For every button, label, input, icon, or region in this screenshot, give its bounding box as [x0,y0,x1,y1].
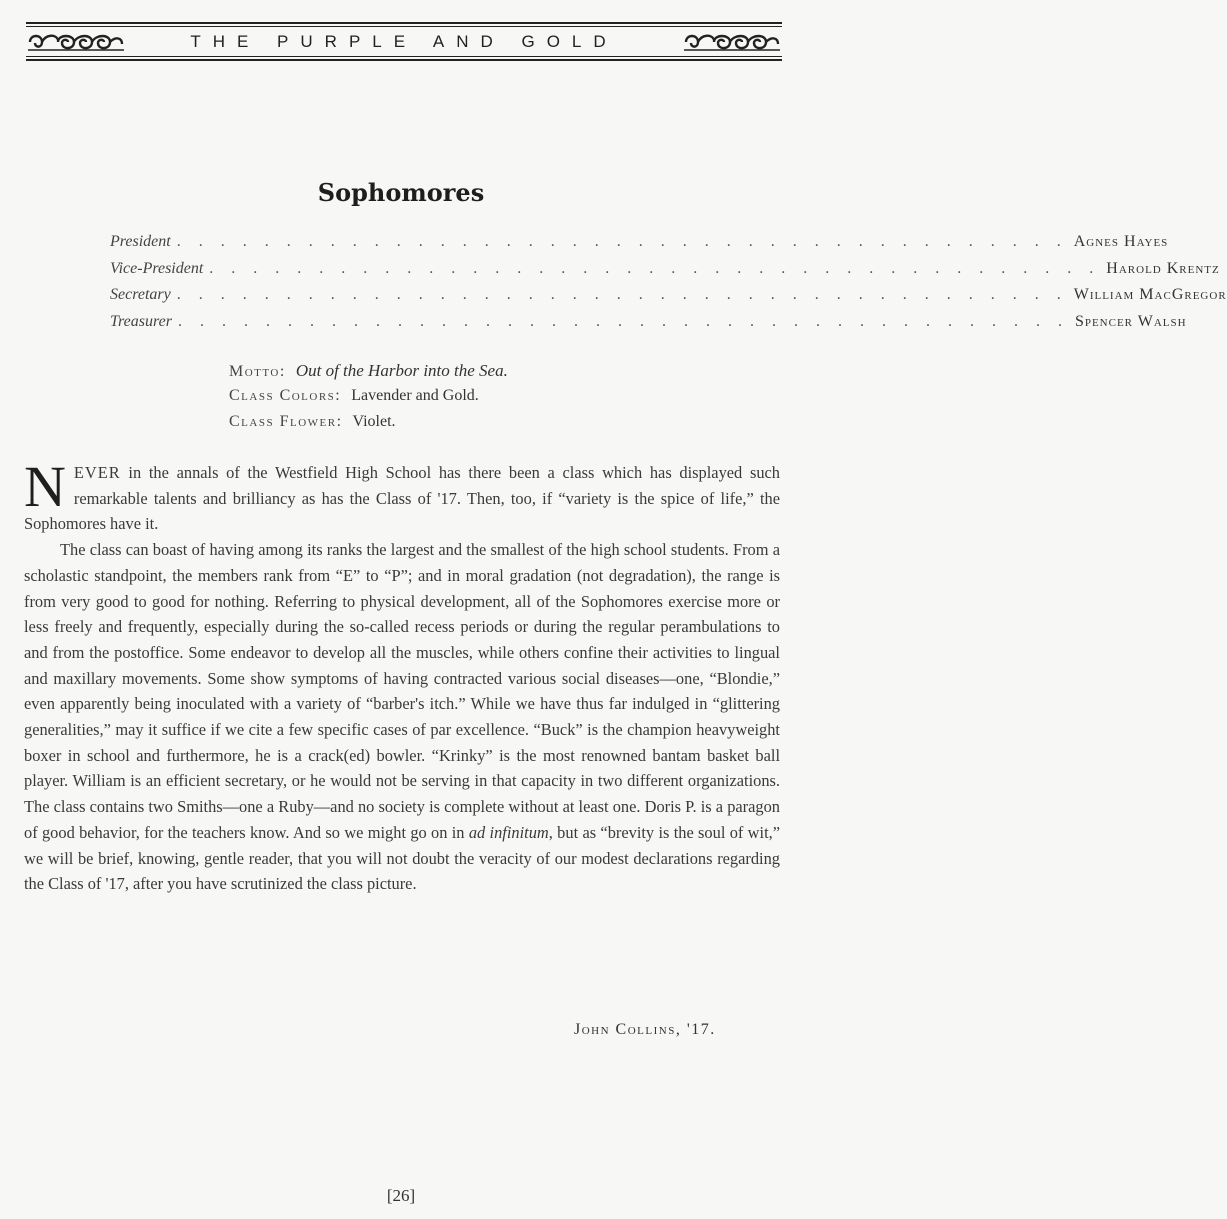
officers-list [110,233,1227,339]
leader-dots: . . . . . . . . . . . . . . . . . . . . . . . . . . . . . . . . . . . . . . . . . [177,312,1069,330]
fact-motto [229,361,508,387]
paragraph-1 [24,454,780,537]
paragraph-2 [24,537,780,897]
fact-value: Out of the Harbor into the Sea. [295,361,508,380]
fact-class-colors [229,387,508,413]
officer-name: Spencer Walsh [1074,312,1187,330]
header-rule-top [26,22,782,24]
officer-role: Treasurer [110,312,172,330]
fact-label: Motto: [229,363,286,380]
officer-role: President [110,233,171,250]
fact-value: Lavender and Gold. [351,387,479,404]
officer-row-president [110,233,1169,260]
officer-name: Harold Krentz [1106,259,1220,277]
class-facts [229,361,508,439]
ornament-right-icon [682,30,782,54]
italic-phrase: ad infinitum [468,822,549,842]
running-head: THE PURPLE AND GOLD [190,32,618,51]
officer-name: William MacGregor [1073,286,1227,303]
fact-label: Class Flower: [229,413,343,430]
page-header [26,22,782,62]
section-title: Sophomores [317,178,485,207]
leader-dots: . . . . . . . . . . . . . . . . . . . . . . . . . . . . . . . . . . . . . . . . . [176,286,1068,303]
paragraph-text: , but as “brevity is the soul of wit,” we will be brief, knowing, gentle reader, that you will not doubt the veracity of our modest declarations regarding the Class of '17, after you have scrutinized the class picture. [24,822,780,894]
officer-role: Vice-President [110,259,204,277]
page-number: [26] [386,1186,416,1205]
leader-dots: . . . . . . . . . . . . . . . . . . . . . . . . . . . . . . . . . . . . . . . . . [209,259,1101,277]
header-rule-top-inner [26,26,782,27]
leader-dots: . . . . . . . . . . . . . . . . . . . . . . . . . . . . . . . . . . . . . . . . . [176,233,1068,250]
officer-row-vice-president [110,259,1220,287]
lead-word: EVER [73,463,121,482]
header-rule-bottom [26,59,782,61]
fact-class-flower [229,413,508,439]
fact-value: Violet. [352,413,396,430]
officer-row-secretary [110,286,1227,313]
paragraph-text: in the annals of the Westfield High School has there been a class which has displayed such remarkable talents and brilliancy as has the Class of '17. Then, too, if “variety is the spice of life,” the Sophomores have it. [24,463,780,534]
officer-role: Secretary [110,286,171,303]
officer-name: Agnes Hayes [1073,233,1169,250]
author-signature: John Collins, '17. [574,1021,716,1038]
paragraph-text: The class can boast of having among its ranks the largest and the smallest of the high school students. From a scholastic standpoint, the members rank from “E” to “P”; and in moral gradation (not degradation), the range is from very good to good for nothing. Referring to physical development, all of the Sophomores exercise more or less freely and frequently, especially during the so-called recess periods or during the regular perambulations to and from the postoffice. Some endeavor to develop all the muscles, while others confine their activities to lingual and maxillary movements. Some show symptoms of having contracted various social diseases—one, “Blondie,” even apparently being inoculated with a variety of “barber's itch.” While we have thus far indulged in “glittering generalities,” may it suffice if we cite a few specific cases of par excellence. “Buck” is the champion heavyweight boxer in school and furthermore, he is a crack(ed) bowler. “Krinky” is the most renowned bantam basket ball player. William is an efficient secretary, or he would not be serving in that capacity in two different organizations. The class contains two Smiths—one a Ruby—and no society is complete without at least one. Doris P. is a paragon of good behavior, for the teachers know. And so we might go on in [24,540,780,842]
drop-cap: N [24,454,66,519]
officer-row-treasurer [110,312,1187,340]
header-rule-bottom-inner [26,56,782,57]
fact-label: Class Colors: [229,387,342,404]
article-body [24,454,780,897]
ornament-left-icon [26,30,126,54]
